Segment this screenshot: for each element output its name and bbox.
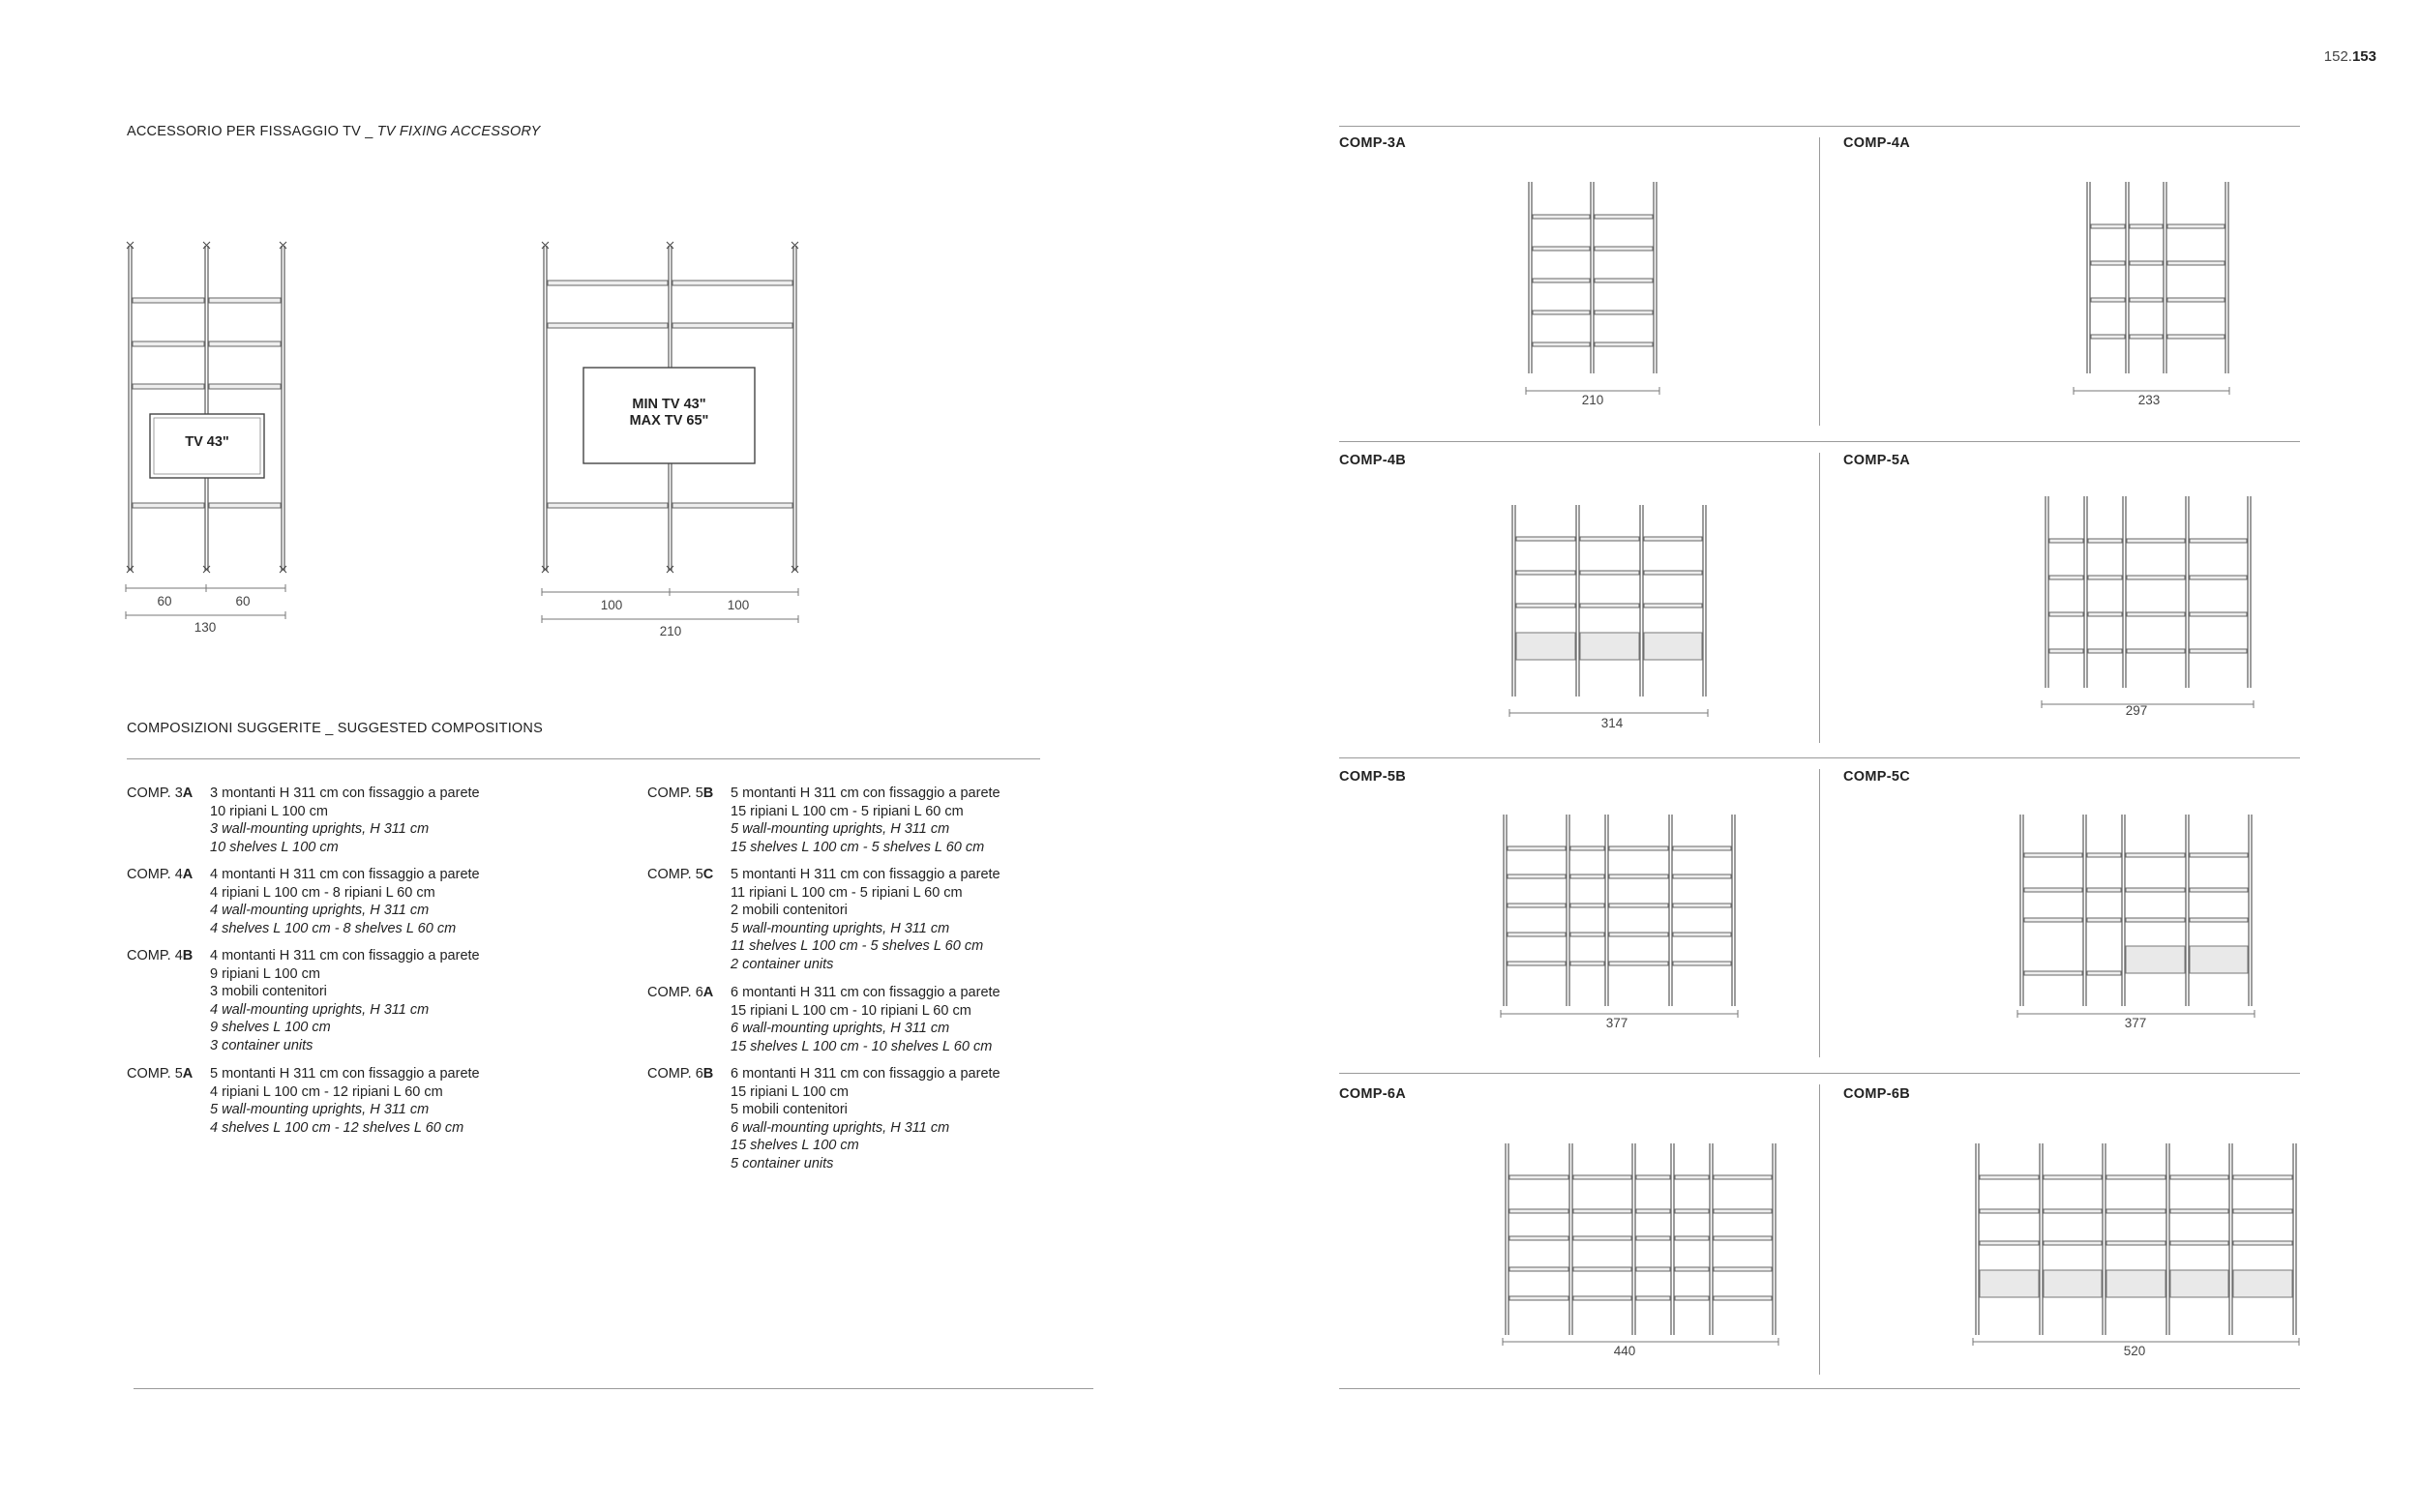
divider bbox=[1339, 441, 2300, 442]
tv-section-title-en: TV FIXING ACCESSORY bbox=[376, 124, 541, 139]
dim-label: 100 bbox=[727, 598, 750, 612]
comp-5a-title: COMP-5A bbox=[1843, 453, 1910, 468]
tv-section-title bbox=[127, 124, 540, 139]
composition-code: COMP. 5A bbox=[127, 1066, 194, 1082]
compositions-right-column: COMP. 5B 5 montanti H 311 cm con fissaggio a parete 15 ripiani L 100 cm - 5 ripiani L 60 cm 5 wall-mounting uprights, H 311 cm 15 shelves L 100 cm - 5 shelves L 60 cm COMP. 5C 5 montanti H 311 cm con fissaggio a parete 11 ripiani L 100 cm - 5 ripiani L 60 cm 2 mobili contenitori 5 wall-mounting uprights, H 311 cm 11 shelves L 100 cm - 5 shelves L 60 cm 2 container units COMP. 6A 6 montanti H 311 cm con fissaggio a parete 15 ripiani L 100 cm - 10 ripiani L 60 cm 6 wall-mounting uprights, H 311 cm 15 shelves L 100 cm - 10 shelves L 60 cm COMP. 6B 6 montanti H 311 cm con fissaggio a parete 15 ripiani L 100 cm 5 mobili contenitori 6 wall-mounting uprights, H 311 cm 15 shelves L 100 cm 5 container units bbox=[647, 786, 1000, 1171]
divider bbox=[1339, 126, 2300, 127]
dim-total-label: 130 bbox=[194, 620, 217, 635]
comp-5b-width: 377 bbox=[1605, 1016, 1628, 1030]
comp-3a-drawing bbox=[1509, 174, 1684, 406]
comp-6a-width: 440 bbox=[1613, 1344, 1636, 1358]
comp-4b-width: 314 bbox=[1600, 716, 1624, 730]
comp-3a-title: COMP-3A bbox=[1339, 135, 1406, 151]
divider bbox=[1339, 1073, 2300, 1074]
divider bbox=[1819, 453, 1820, 743]
tv-label-large bbox=[583, 397, 755, 430]
page-number: 152.153 bbox=[2323, 48, 2376, 65]
compositions-left-column: COMP. 3A 3 montanti H 311 cm con fissaggio a parete 10 ripiani L 100 cm 3 wall-mounting uprights, H 311 cm 10 shelves L 100 cm COMP. 4A 4 montanti H 311 cm con fissaggio a parete 4 ripiani L 100 cm - 8 ripiani L 60 cm 4 wall-mounting uprights, H 311 cm 4 shelves L 100 cm - 8 shelves L 60 cm COMP. 4B 4 montanti H 311 cm con fissaggio a parete 9 ripiani L 100 cm 3 mobili contenitori 4 wall-mounting uprights, H 311 cm 9 shelves L 100 cm 3 container units COMP. 5A 5 montanti H 311 cm con fissaggio a parete 4 ripiani L 100 cm - 12 ripiani L 60 cm 5 wall-mounting uprights, H 311 cm 4 shelves L 100 cm - 12 shelves L 60 cm bbox=[127, 786, 480, 1136]
divider bbox=[1339, 757, 2300, 758]
divider bbox=[1819, 137, 1820, 426]
divider bbox=[1339, 1388, 2300, 1389]
tv-drawing-large bbox=[532, 232, 813, 648]
dim-label: 100 bbox=[600, 598, 623, 612]
composition-code: COMP. 6B bbox=[647, 1066, 714, 1082]
divider bbox=[134, 1388, 1093, 1389]
divider bbox=[1819, 1084, 1820, 1375]
composition-code: COMP. 4B bbox=[127, 948, 194, 964]
comp-5c-title: COMP-5C bbox=[1843, 769, 1910, 785]
comp-5c-drawing bbox=[2008, 803, 2279, 1035]
composition-code: COMP. 3A bbox=[127, 786, 194, 801]
dim-total-label: 210 bbox=[659, 624, 682, 638]
comp-6a-title: COMP-6A bbox=[1339, 1086, 1406, 1102]
comp-5b-drawing bbox=[1490, 803, 1761, 1035]
comp-4a-drawing bbox=[2061, 174, 2235, 406]
dim-label: 60 bbox=[157, 594, 172, 608]
tv-section-title-it: ACCESSORIO PER FISSAGGIO TV _ bbox=[127, 124, 373, 139]
composition-code: COMP. 4A bbox=[127, 867, 194, 882]
comp-4b-title: COMP-4B bbox=[1339, 453, 1406, 468]
comp-3a-width: 210 bbox=[1581, 393, 1604, 407]
comp-5a-width: 297 bbox=[2125, 703, 2148, 718]
composition-code: COMP. 6A bbox=[647, 985, 714, 1000]
suggested-title: COMPOSIZIONI SUGGERITE _ SUGGESTED COMPOSITIONS bbox=[127, 721, 543, 736]
composition-code: COMP. 5B bbox=[647, 786, 714, 801]
comp-6b-title: COMP-6B bbox=[1843, 1086, 1910, 1102]
composition-code: COMP. 5C bbox=[647, 867, 714, 882]
comp-4a-width: 233 bbox=[2137, 393, 2161, 407]
tv-label-max: MAX TV 65" bbox=[629, 413, 709, 429]
comp-4a-title: COMP-4A bbox=[1843, 135, 1910, 151]
comp-6b-width: 520 bbox=[2123, 1344, 2146, 1358]
comp-6a-drawing bbox=[1495, 1132, 1795, 1364]
dim-label: 60 bbox=[235, 594, 251, 608]
divider bbox=[127, 758, 1040, 759]
comp-5c-width: 377 bbox=[2124, 1016, 2147, 1030]
comp-4b-drawing bbox=[1495, 493, 1727, 726]
comp-5a-drawing bbox=[2027, 489, 2259, 721]
divider bbox=[1819, 769, 1820, 1057]
comp-6b-drawing bbox=[1964, 1132, 2313, 1364]
comp-5b-title: COMP-5B bbox=[1339, 769, 1406, 785]
tv-label-small: TV 43" bbox=[185, 434, 229, 450]
tv-label-min: MIN TV 43" bbox=[632, 397, 706, 412]
